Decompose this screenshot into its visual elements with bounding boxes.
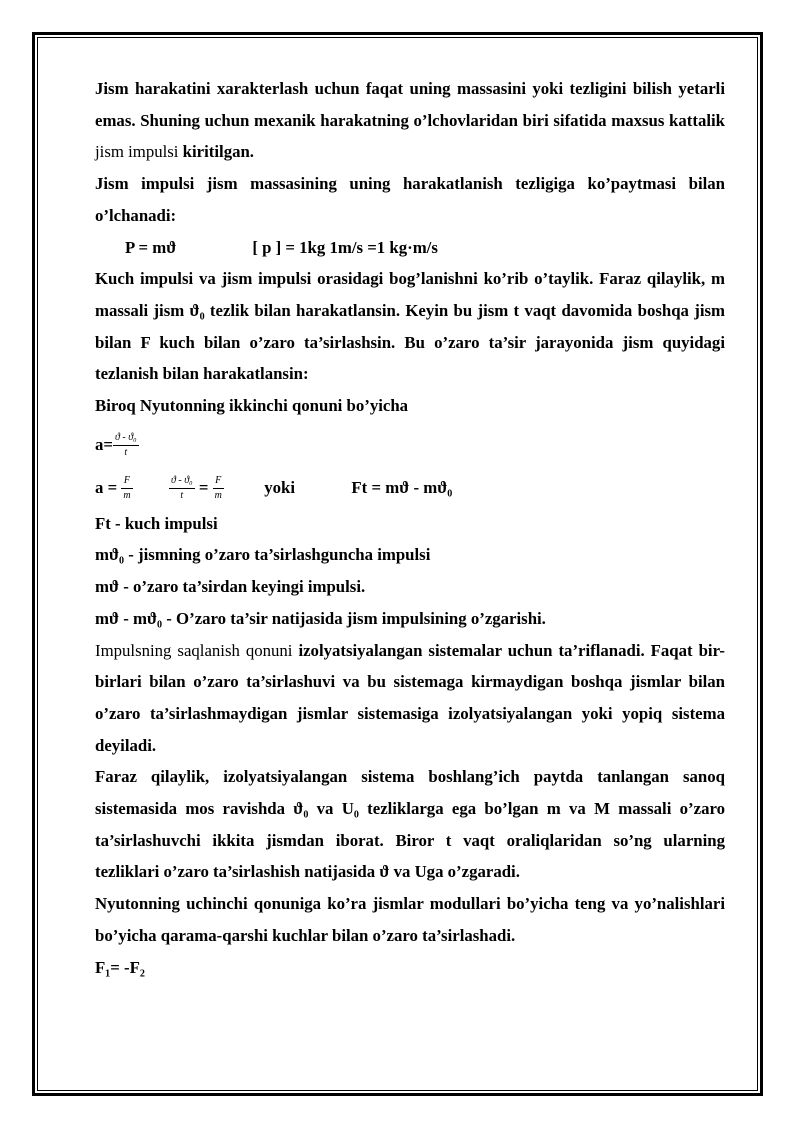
document-body xyxy=(95,73,725,983)
equals-sign: = xyxy=(198,477,209,497)
definition-impulse-change xyxy=(95,603,725,635)
definition-paragraph xyxy=(95,168,725,231)
conservation-law-term: Impulsning saqlanish qonuni xyxy=(95,640,293,660)
conservation-law-paragraph xyxy=(95,635,725,762)
fraction-denominator-m: m xyxy=(123,490,131,502)
definition-impulse-change-text: mϑ - mϑ₀ - O’zaro ta’sir natijasida jism impulsining o’zgarishi. xyxy=(95,608,546,628)
newton-second-law-paragraph xyxy=(95,390,725,422)
acceleration-formula xyxy=(95,422,725,468)
newton-third-law-text: Nyutonning uchinchi qonuniga ko’ra jismlar modullari bo’yicha teng va yo’nalishlari bo’yicha qarama-qarshi kuchlar bilan o’zaro ta’sirlashadi. xyxy=(95,894,725,945)
newton-third-law-paragraph xyxy=(95,888,725,951)
acceleration-numerator: ϑ - ϑ₀ xyxy=(113,431,139,446)
force-equality-text: F₁= -F₂ xyxy=(95,957,145,977)
definition-initial-impulse-text: mϑ₀ - jismning o’zaro ta’sirlashguncha impulsi xyxy=(95,545,431,565)
intro-text-end: kiritilgan. xyxy=(182,142,255,162)
velocity-change-numerator: ϑ - ϑ₀ xyxy=(169,474,195,489)
impulse-change-equation: Ft = mϑ - mϑ₀ xyxy=(351,477,453,497)
impulse-derivation-formula xyxy=(95,468,725,508)
definition-force-impulse xyxy=(95,508,725,540)
isolated-system-paragraph xyxy=(95,761,725,888)
force-impulse-text: Kuch impulsi va jism impulsi orasidagi bog’lanishni ko’rib o’taylik. Faraz qilaylik, m massali jism ϑ₀ tezlik bilan harakatlansin. Keyin bu jism t vaqt davomida boshqa jism bilan F kuch bilan o’zaro ta’sirlashsin. Bu o’zaro ta’sir jarayonida jism quyidagi tezlanish bilan harakatlansin: xyxy=(95,269,725,384)
definition-final-impulse xyxy=(95,571,725,603)
force-equality-formula xyxy=(95,952,725,984)
force-mass-fraction-2 xyxy=(213,474,224,503)
intro-paragraph xyxy=(95,73,725,168)
intro-term: jism impulsi xyxy=(95,142,179,162)
definition-force-impulse-text: Ft - kuch impulsi xyxy=(95,513,218,533)
force-impulse-paragraph xyxy=(95,263,725,390)
conservation-law-text: izolyatsiyalangan sistemalar uchun ta’riflanadi. Faqat bir-birlari bilan o’zaro ta’sirlashuvi va bu sistemaga kirmaydigan boshqa jismlar bilan o’zaro ta’sirlashmaydigan jismlar sistemasiga izolyatsiyalangan yoki yopiq sistema deyiladi. xyxy=(95,640,725,755)
force-mass-fraction xyxy=(121,474,132,503)
velocity-change-fraction xyxy=(169,474,195,503)
impulse-formula xyxy=(95,232,725,264)
fraction-denominator-m2: m xyxy=(214,490,222,502)
newton-second-law-text: Biroq Nyutonning ikkinchi qonuni bo’yicha xyxy=(95,396,409,416)
definition-final-impulse-text: mϑ - o’zaro ta’sirdan keyingi impulsi. xyxy=(95,577,366,597)
definition-text: Jism impulsi jism massasining uning harakatlanish tezligiga ko’paytmasi bilan o’lchanadi: xyxy=(95,174,725,225)
definition-initial-impulse xyxy=(95,539,725,571)
acceleration-fraction xyxy=(113,431,139,460)
derivation-lhs: a = xyxy=(95,477,118,497)
fraction-numerator-f2: F xyxy=(213,474,224,489)
intro-text: Jism harakatini xarakterlash uchun faqat uning massasini yoki tezligini bilish yetarli emas. Shuning uchun mexanik harakatning o’lchovlaridan biri sifatida maxsus kattalik xyxy=(95,79,725,130)
acceleration-lhs: a= xyxy=(95,434,113,454)
impulse-formula-left: P = mϑ xyxy=(125,237,177,257)
impulse-unit: [ p ] = 1kg 1m/s =1 kg·m/s xyxy=(252,237,438,257)
fraction-numerator-f: F xyxy=(121,474,132,489)
or-word: yoki xyxy=(264,477,296,497)
velocity-change-denominator: t xyxy=(180,490,184,502)
acceleration-denominator: t xyxy=(124,447,128,459)
isolated-system-text: Faraz qilaylik, izolyatsiyalangan sistema boshlang’ich paytda tanlangan sanoq sistemasida mos ravishda ϑ₀ va U₀ tezliklarga ega bo’lgan m va M massali o’zaro ta’sirlashuvchi ikkita jismdan iborat. Biror t vaqt oraliqlaridan so’ng ularning tezliklari o’zaro ta’sirlashish natijasida ϑ va Uga o’zgaradi. xyxy=(95,767,725,882)
